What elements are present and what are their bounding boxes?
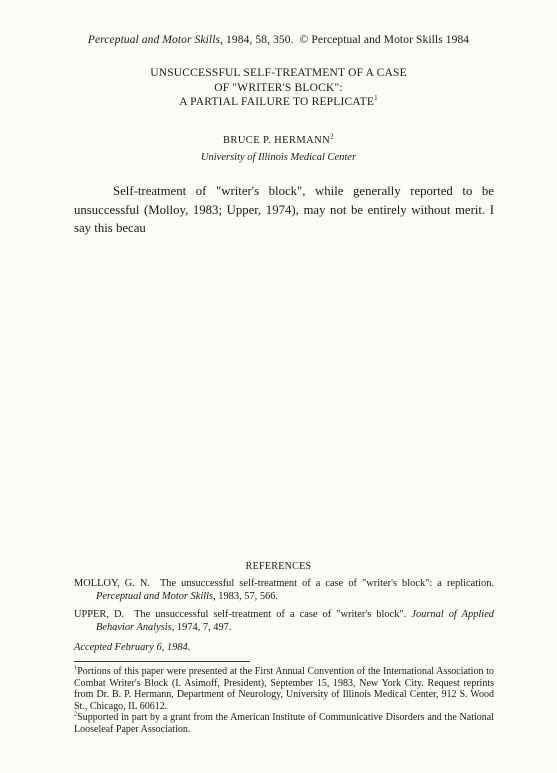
references-heading: REFERENCES — [245, 561, 312, 572]
title-footnote-mark: 1 — [374, 94, 378, 103]
copyright-notice: © Perceptual and Motor Skills 1984 — [299, 34, 470, 46]
affiliation: University of Illinois Medical Center — [200, 152, 357, 163]
reference-journal: Perceptual and Motor Skills, — [96, 591, 216, 602]
author-footnote-mark: 2 — [330, 132, 334, 141]
body-paragraph — [74, 182, 494, 238]
title-line-3-wrapper — [40, 95, 517, 110]
footnote-text: Supported in part by a grant from the American Institute of Communicative Disorders and the National Looseleaf Paper Association. — [74, 712, 494, 735]
footnote-text: Portions of this paper were presented at the First Annual Convention of the International Association to Combat Writer's Block (I. Asimoff, President), September 15, 1983, New York City. Request reprints from Dr. B. P. Hermann, Department of Neurology, University of Illinois Medical Center, 912 S. Wood St., Chicago, IL 60612. — [74, 666, 494, 712]
journal-name: Perceptual and Motor Skills — [87, 34, 221, 46]
accepted-date: Accepted February 6, 1984. — [74, 642, 191, 653]
reference-item — [74, 577, 494, 603]
reference-text: The unsuccessful self-treatment of a case of "writer's block": a replication. — [159, 578, 495, 589]
footnote-mark: 2 — [74, 711, 78, 719]
body-text: Self-treatment of "writer's block", while generally reported to be unsuccessful (Molloy, 1983; Upper, 1974), may not be entirely without merit. I say this becau — [74, 184, 494, 235]
author-line — [0, 132, 557, 146]
reference-details: 1974, 7, 497. — [176, 622, 232, 633]
reference-author: MOLLOY, G. N. — [74, 578, 151, 589]
reference-text: The unsuccessful self-treatment of a case of "writer's block". — [134, 609, 407, 620]
reference-details: 1983, 57, 566. — [218, 591, 279, 602]
title-line-3: A PARTIAL FAILURE TO REPLICATE — [179, 96, 375, 108]
citation-info: , 1984, 58, 350. — [220, 34, 294, 46]
reference-author: UPPER, D. — [74, 609, 125, 620]
title-line-2: OF "WRITER'S BLOCK": — [214, 81, 343, 94]
footnotes — [74, 666, 494, 736]
footnote-divider — [74, 661, 250, 662]
reference-item — [74, 608, 494, 634]
footnote-mark: 1 — [74, 664, 78, 672]
running-header — [0, 34, 557, 46]
reference-journal: Journal of Applied Behavior Analysis, — [96, 609, 494, 633]
title-line-1: UNSUCCESSFUL SELF-TREATMENT OF A CASE — [150, 67, 407, 79]
paper-title — [40, 66, 517, 110]
footnote-item — [74, 712, 494, 735]
references-list — [74, 577, 494, 639]
author-name: BRUCE P. HERMANN — [223, 135, 331, 146]
footnote-item — [74, 666, 494, 712]
